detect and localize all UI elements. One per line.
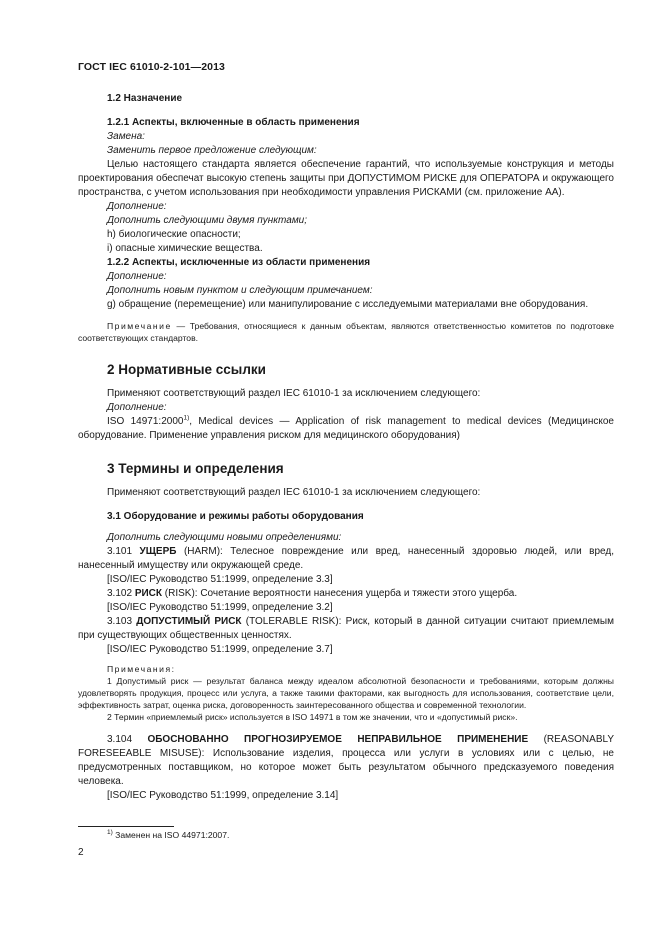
footnote-text: Заменен на ISO 44971:2007. [112,830,230,840]
list-item-i: i) опасные химические вещества. [107,243,263,254]
addition-instruction-2: Дополнить новым пунктом и следующим примечанием: [107,285,373,296]
replace-label: Замена: [107,131,145,142]
definition-3-101-source: [ISO/IEC Руководство 51:1999, определение 3.3] [107,574,333,585]
replace-instruction: Заменить первое предложение следующим: [107,145,317,156]
iso-ref-id: ISO 14971:2000 [107,416,184,427]
definition-3-102-source: [ISO/IEC Руководство 51:1999, определение 3.2] [107,602,333,613]
definition-term: РИСК [134,588,162,599]
definition-3-104 [78,733,614,789]
section-3-title: 3 Термины и определения [107,461,284,476]
footnote-divider [78,826,174,827]
section-1-2-title: 1.2 Назначение [107,93,183,104]
iso-14971-reference [78,415,614,443]
section-1-2-1-title: 1.2.1 Аспекты, включенные в область применения [107,117,360,128]
definition-3-103-source: [ISO/IEC Руководство 51:1999, определение 3.7] [107,644,333,655]
page-number: 2 [78,847,84,858]
definition-3-101 [78,545,614,573]
definition-number: 3.103 [107,616,137,627]
iso-ref-text: , Medical devices — Application of risk management to medical devices (Медицинское оборудование. Применение управления риском для медицинского оборудования) [78,416,614,441]
document-body [78,92,614,803]
footnote [107,829,229,841]
definition-term: УЩЕРБ [139,546,177,557]
list-item-g: g) обращение (перемещение) или манипулирование с исследуемыми материалами вне оборудования. [107,299,589,310]
note-label: Примечание [107,321,172,331]
note-text: — Требования, относящиеся к данным объектам, являются ответственностью комитетов по подготовке соответствующих стандартов. [78,321,614,343]
section-2-title: 2 Нормативные ссылки [107,362,266,377]
list-item-h: h) биологические опасности; [107,229,241,240]
section-2-intro: Применяют соответствующий раздел IEC 61010-1 за исключением следующего: [107,388,481,399]
notes-label: Примечания: [107,664,176,674]
note-2: 2 Термин «приемлемый риск» используется в ISO 14971 в том же значении, что и «допустимый риск». [107,712,518,722]
section-3-1-title: 3.1 Оборудование и режимы работы оборудования [107,511,364,522]
definition-3-103 [78,615,614,643]
add-definitions-instruction: Дополнить следующими новыми определениями: [107,532,342,543]
definition-text: (RISK): Сочетание вероятности нанесения ущерба и тяжести этого ущерба. [162,588,518,599]
document-header: ГОСТ IEC 61010-2-101—2013 [78,61,225,73]
definition-3-104-source: [ISO/IEC Руководство 51:1999, определение 3.14] [107,790,339,801]
definition-text: (REASONABLY FORESEEABLE MISUSE): Использование изделия, процесса или услуги в условиях или с целью, не предусмотренных поставщиком, но которое может быть результатом обычного предсказуемого поведения человека. [78,734,614,787]
addition-instruction: Дополнить следующими двумя пунктами; [107,215,308,226]
definition-term: ДОПУСТИМЫЙ РИСК [136,616,242,627]
definition-text: (TOLERABLE RISK): Риск, который в данной ситуации считают приемлемым при существующих общественных ценностях. [78,616,614,641]
section-2-addition-label: Дополнение: [107,402,167,413]
note-1: 1 Допустимый риск — результат баланса между идеалом абсолютной безопасности и требованиями, которым должны удовлетворять продукция, процесс или услуга, а также такими факторами, как выгодность для использования, соответствие цели, эффективность затрат, оценка риска, договоренность заинтересованного общества и современной технологии. [78,676,614,710]
definition-term: ОБОСНОВАННО ПРОГНОЗИРУЕМОЕ НЕПРАВИЛЬНОЕ ПРИМЕНЕНИЕ [147,734,529,745]
footnote-number: 1) [107,829,113,837]
section-1-2-1-text: Целью настоящего стандарта является обеспечение гарантий, что используемые конструкция и методы проектирования обеспечат высокую степень защиты при ДОПУСТИМОМ РИСКЕ для ОПЕРАТОРА и окружающего пространства, с учетом использования при необходимости управления РИСКАМИ (см. приложение АА). [78,159,614,198]
addition-label-2: Дополнение: [107,271,167,282]
section-1-2-2-title: 1.2.2 Аспекты, исключенные из области применения [107,257,371,268]
footnote-mark[interactable]: 1) [183,414,190,422]
note-1-2-2 [78,320,614,344]
section-3-intro: Применяют соответствующий раздел IEC 61010-1 за исключением следующего: [107,487,481,498]
definition-number: 3.101 [107,546,140,557]
definition-number: 3.104 [107,734,148,745]
definition-number: 3.102 [107,588,135,599]
definition-text: (HARM): Телесное повреждение или вред, нанесенный здоровью людей, или вред, нанесенный имуществу или окружающей среде. [78,546,614,571]
addition-label: Дополнение: [107,201,167,212]
definition-3-102 [78,587,614,601]
